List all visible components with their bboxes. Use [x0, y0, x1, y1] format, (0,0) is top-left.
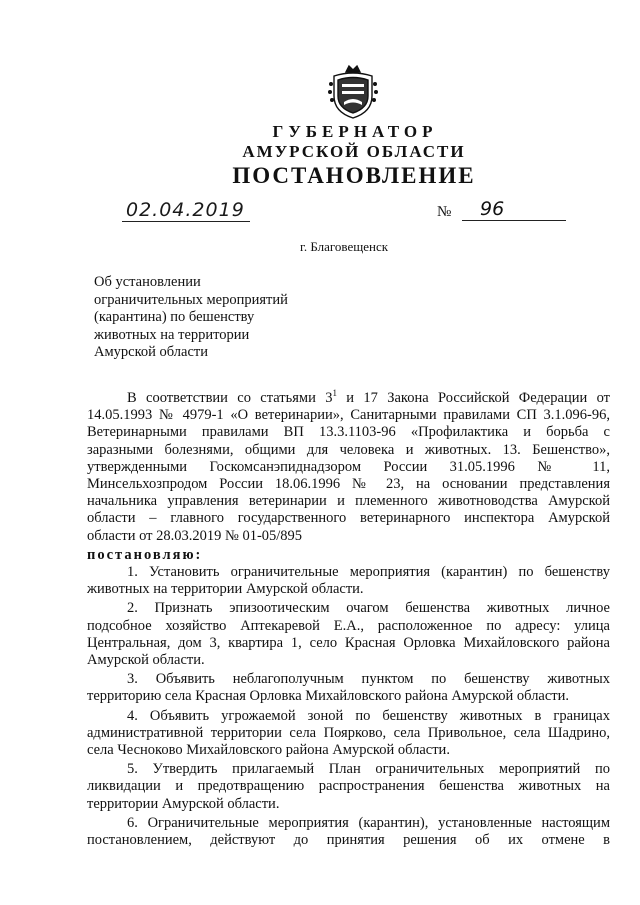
body-line: Минсельхозпродом России 18.06.1996 № 23, на основании представления [87, 476, 610, 493]
item-3 [87, 671, 610, 705]
body-line: 14.05.1993 № 4979-1 «О ветеринарии», Санитарными правилами СП 3.1.096-96, [87, 407, 610, 424]
subject-line: ограничительных мероприятий [94, 291, 288, 308]
body-line: постановлением, действуют до принятия решения об их отмене в [87, 832, 610, 849]
body-line: области – главного государственного ветеринарного инспектора Амурской [87, 510, 610, 527]
body-line: области от 28.03.2019 № 01-05/895 [87, 527, 303, 544]
body-line: села Чесноково Михайловского района Амурской области. [87, 742, 450, 759]
body-line: ликвидации и предотвращению распространения бешенства животных на [87, 778, 610, 795]
item-2 [87, 600, 610, 669]
coat-of-arms-emblem [328, 62, 378, 120]
body-line: территорию села Красная Орловка Михайловского района Амурской области. [87, 688, 570, 705]
subject-line: Амурской области [94, 344, 208, 360]
body-line: 2. Признать эпизоотическим очагом бешенства животных личное [127, 600, 610, 617]
body-line: подсобное хозяйство Аптекаревой Е.А., расположенное по адресу: улица [87, 617, 610, 634]
item-5 [87, 761, 610, 813]
body-line: 4. Объявить угрожаемой зоной по бешенству животных в границах [127, 707, 610, 724]
subject-line: Об установлении [94, 274, 201, 290]
body-line: животных на территории Амурской области. [87, 581, 364, 598]
preamble-paragraph [87, 390, 610, 545]
body-line: Ветеринарными правилами ВП 13.3.1103-96 «Профилактика и борьба с [87, 424, 610, 441]
decree-word: постановляю: [87, 546, 203, 563]
document-body [87, 390, 610, 851]
handwritten-date: 02.04.2019 [122, 199, 250, 222]
region-title: АМУРСКОЙ ОБЛАСТИ [242, 142, 466, 161]
governor-title: ГУБЕРНАТОР [272, 122, 438, 141]
body-line: начальника управления ветеринарии и племенного животноводства Амурской [87, 493, 610, 510]
handwritten-number: 96 [462, 198, 566, 221]
body-line: заразными болезнями, общими для человека и животных. 13. Бешенство», [87, 441, 610, 458]
subject-line: животных на территории [94, 326, 250, 343]
body-line: административной территории села Поярково, села Привольное, села Шадрино, [87, 724, 610, 741]
body-line: В соответствии со статьями $3^1$ и 17 Закона Российской Федерации от [127, 388, 611, 406]
document-type-title: ПОСТАНОВЛЕНИЕ [232, 163, 476, 188]
body-line: Амурской области. [87, 652, 205, 669]
body-line: 5. Утвердить прилагаемый План ограничительных мероприятий по [127, 761, 610, 778]
body-line: Центральная, дом 3, квартира 1, село Красная Орловка Михайловского района [87, 634, 610, 651]
item-6 [87, 815, 610, 849]
item-4 [87, 708, 610, 760]
body-line: утвержденными Госкомсанэпиднадзором России 31.05.1996 № 11, [87, 458, 610, 475]
body-line: 6. Ограничительные мероприятия (карантин), установленные настоящим [127, 814, 610, 831]
body-line: 1. Установить ограничительные мероприятия (карантин) по бешенству [127, 564, 610, 581]
subject-block [94, 274, 334, 362]
subject-line: (карантина) по бешенству [94, 309, 255, 325]
body-line: территории Амурской области. [87, 795, 280, 812]
body-line: 3. Объявить неблагополучным пунктом по бешенству животных [127, 671, 610, 688]
item-1 [87, 564, 610, 598]
city-name: г. Благовещенск [300, 239, 389, 254]
number-label: № [437, 204, 452, 220]
